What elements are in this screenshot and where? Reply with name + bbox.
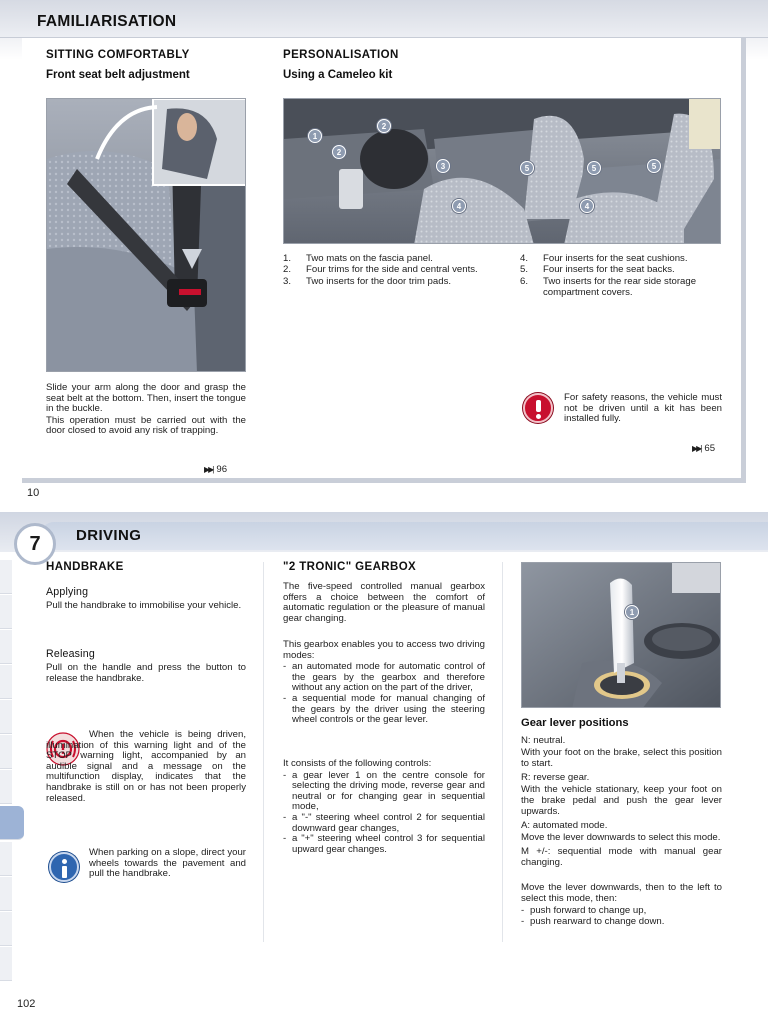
- chapter-tab-9[interactable]: [0, 842, 12, 876]
- subtitle-cameleo: Using a Cameleo kit: [283, 69, 393, 81]
- page-reference-96[interactable]: [204, 464, 227, 475]
- callout-2a: 2: [377, 119, 391, 133]
- controls-list: [283, 771, 485, 856]
- seat-belt-para-2: This operation must be carried out with the door closed to avoid any risk of trapping.: [46, 414, 246, 437]
- automated-label: A: automated mode.: [521, 820, 608, 831]
- reverse-label: R: reverse gear.: [521, 772, 590, 783]
- subtitle-seat-belt: Front seat belt adjustment: [46, 69, 190, 81]
- seat-belt-illustration: [47, 99, 246, 372]
- page-number-bottom: 102: [17, 998, 36, 1010]
- safety-warning-text: For safety reasons, the vehicle must not be driven until a kit has been installed fully.: [564, 392, 722, 425]
- parking-slope-text: When parking on a slope, direct your wheels towards the pavement and pull the handbrake.: [89, 847, 246, 880]
- callout-1: 1: [625, 605, 639, 619]
- applying-heading: Applying: [46, 586, 89, 598]
- warning-icon: [523, 393, 553, 423]
- forward-arrow-icon: ▶▶|: [204, 465, 213, 474]
- list-item: - a "+" steering wheel control 3 for sequential upward gear changes.: [283, 833, 485, 855]
- reverse-text: With the vehicle stationary, keep your foot on the brake pedal and push the gear lever upwards.: [521, 784, 722, 817]
- modes-intro: This gearbox enables you to access two driving modes:: [283, 639, 485, 661]
- ref-number: 96: [216, 464, 228, 475]
- controls-section: [283, 759, 485, 855]
- column-divider: [263, 562, 264, 942]
- list-item: 4. Four inserts for the seat cushions.: [520, 253, 688, 264]
- chapter-tab-7[interactable]: [0, 770, 12, 804]
- list-item: 5. Four inserts for the seat backs.: [520, 264, 675, 276]
- controls-intro: It consists of the following controls:: [283, 758, 432, 769]
- chapter-tab-4[interactable]: [0, 665, 12, 699]
- callout-3: 3: [436, 159, 450, 173]
- list-item: - an automated mode for automatic control of the gears by the gearbox and therefore without any action on the part of the driver,: [283, 661, 485, 694]
- chapter-tab-10[interactable]: [0, 877, 12, 911]
- list-item: - push forward to change up,: [521, 905, 647, 916]
- callout-1: 1: [308, 129, 322, 143]
- list-item: - a sequential mode for manual changing of the gears by the driver using the steering wheel controls or the gear lever.: [283, 692, 485, 726]
- callout-2b: 2: [332, 145, 346, 159]
- gear-lever-photo: [521, 562, 721, 708]
- info-icon: [49, 852, 79, 882]
- gearbox-intro: The five-speed controlled manual gearbox offers a choice between the comfort of automatic regulation or the pleasure of manual gear changing.: [283, 581, 485, 624]
- neutral-label: N: neutral.: [521, 735, 566, 746]
- modes-list: [283, 662, 485, 726]
- releasing-heading: Releasing: [46, 648, 95, 660]
- gear-positions-title: Gear lever positions: [521, 717, 629, 729]
- sequential-label: M +/-: sequential mode with manual gear changing.: [521, 846, 722, 868]
- page-reference-65[interactable]: [692, 443, 715, 454]
- list-item: - push rearward to change down.: [521, 916, 665, 927]
- page-header: [0, 0, 768, 38]
- interior-photo: [283, 98, 721, 244]
- chapter-tab-1[interactable]: [0, 560, 12, 594]
- driving-page: [0, 512, 768, 1024]
- chapter-tab-5[interactable]: [0, 700, 12, 734]
- handbrake-warning-text: When the vehicle is being driven, illumination of this warning light and of the STOP warning light, accompanied by an audible signal and a message on the multifunction display, indicates that the handbrake is still on or has not been properly released.: [46, 729, 246, 804]
- chapter-tab-3[interactable]: [0, 630, 12, 664]
- header-band: [40, 522, 768, 550]
- neutral-text: With your foot on the brake, select this position to start.: [521, 747, 722, 769]
- list-item: 6. Two inserts for the rear side storage compartment covers.: [520, 275, 697, 299]
- page-number-top: 10: [27, 487, 40, 499]
- gear-positions-text: [521, 735, 722, 927]
- chapter-tabs: [0, 560, 22, 980]
- chapter-tab-6[interactable]: [0, 735, 12, 769]
- ref-number: 65: [704, 443, 716, 454]
- chapter-tab-8-active[interactable]: [0, 806, 24, 840]
- page-title: DRIVING: [76, 527, 142, 544]
- column-divider: [502, 562, 503, 942]
- applying-text: Pull the handbrake to immobilise your vehicle.: [46, 600, 242, 611]
- automated-text: Move the lever downwards to select this mode.: [521, 832, 721, 843]
- driving-modes-section: [283, 640, 485, 726]
- list-item: 1. Two mats on the fascia panel.: [283, 253, 433, 264]
- familiarisation-page: [0, 0, 768, 510]
- callout-5c: 5: [647, 159, 661, 173]
- section-title-handbrake: HANDBRAKE: [46, 561, 124, 573]
- seat-belt-photo: [46, 98, 246, 372]
- kit-list-right: [520, 253, 720, 299]
- releasing-text: Pull on the handle and press the button to release the handbrake.: [46, 662, 246, 684]
- section-title-personalisation: PERSONALISATION: [283, 49, 399, 61]
- callout-4a: 4: [452, 199, 466, 213]
- seat-belt-instructions: [46, 383, 246, 438]
- gear-lever-illustration: [522, 563, 721, 708]
- seat-belt-para-1: Slide your arm along the door and grasp the seat belt at the bottom. Then, insert the tongue in the buckle.: [46, 382, 246, 415]
- section-title-sitting: SITTING COMFORTABLY: [46, 49, 190, 61]
- forward-arrow-icon: ▶▶|: [692, 444, 701, 453]
- list-item: 2. Four trims for the side and central vents.: [283, 264, 478, 276]
- callout-5b: 5: [587, 161, 601, 175]
- chapter-tab-2[interactable]: [0, 595, 12, 629]
- kit-list-left: [283, 253, 493, 287]
- callout-5a: 5: [520, 161, 534, 175]
- page-header: [0, 512, 768, 555]
- chapter-tab-11[interactable]: [0, 912, 12, 946]
- callout-4b: 4: [580, 199, 594, 213]
- sequential-intro: Move the lever downwards, then to the left to select this mode, then:: [521, 882, 722, 904]
- chapter-badge: 7: [14, 523, 56, 565]
- section-title-gearbox: "2 TRONIC" GEARBOX: [283, 561, 417, 573]
- list-item: - a gear lever 1 on the centre console for selecting the driving mode, reverse gear and neutral or for changing gear in sequential mode,: [283, 769, 485, 813]
- chapter-tab-12[interactable]: [0, 947, 12, 981]
- sequential-steps: [521, 905, 722, 927]
- list-item: 3. Two inserts for the door trim pads.: [283, 275, 452, 287]
- list-item: - a "-" steering wheel control 2 for sequential downward gear changes,: [283, 811, 485, 834]
- page-title: FAMILIARISATION: [37, 13, 177, 30]
